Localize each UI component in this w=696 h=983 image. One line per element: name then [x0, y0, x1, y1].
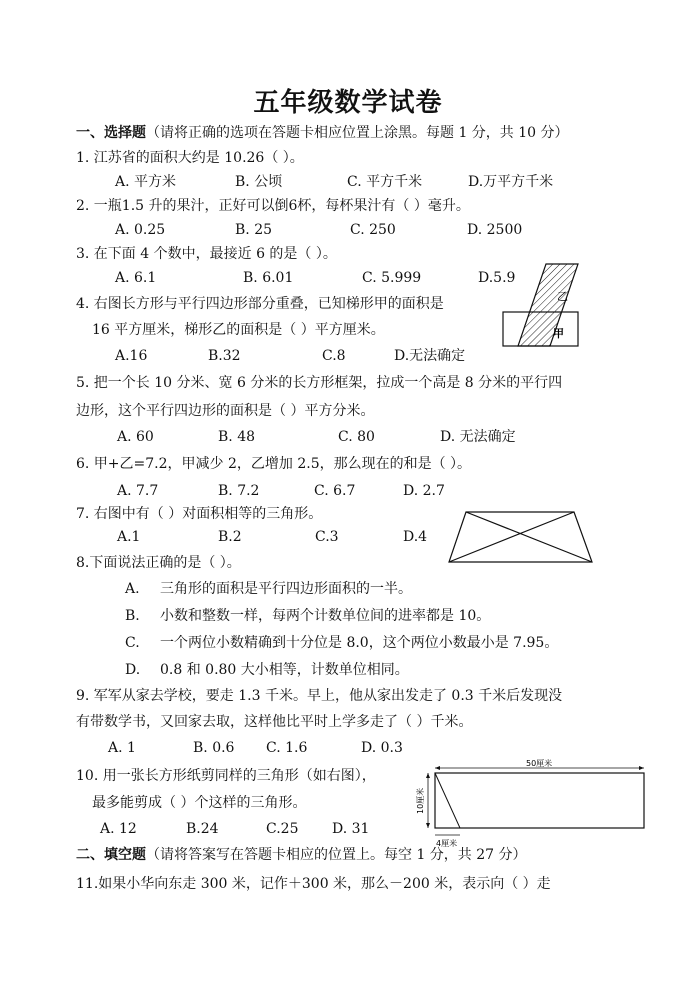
question-6: 6. 甲+乙=7.2，甲减少 2，乙增加 2.5，那么现在的和是（ ）。 [76, 456, 472, 472]
page-title: 五年级数学试卷 [253, 88, 443, 118]
q9-option-d: D. 0.3 [361, 740, 403, 756]
q7-trapezoid [449, 512, 592, 562]
q7-option-a: A.1 [117, 529, 141, 545]
q5-option-b: B. 48 [218, 429, 256, 445]
q7-option-b: B.2 [218, 529, 242, 545]
question-5-line-2: 边形，这个平行四边形的面积是（ ）平方分米。 [76, 403, 375, 419]
q6-option-c: C. 6.7 [314, 483, 356, 499]
section-1-note: （请将正确的选项在答题卡相应位置上涂黑。每题 1 分，共 10 分） [146, 125, 569, 141]
q8-option-a-letter: A. [125, 581, 140, 597]
section-1-heading-row [76, 123, 569, 143]
q2-option-d: D. 2500 [467, 222, 523, 238]
q2-option-a: A. 0.25 [115, 222, 166, 238]
question-2: 2. 一瓶1.5 升的果汁，正好可以倒6杯，每杯果汁有（ ）毫升。 [76, 198, 470, 214]
question-10-line-1: 10. 用一张长方形纸剪同样的三角形（如右图）， [76, 768, 376, 784]
question-9-line-2: 有带数学书，又回家去取，这样他比平时上学多走了（ ）千米。 [76, 714, 473, 730]
q2-option-b: B. 25 [235, 222, 273, 238]
q4-label-yi: 乙 [557, 290, 568, 303]
q10-option-a: A. 12 [100, 821, 137, 837]
q9-option-a: A. 1 [108, 740, 136, 756]
q10-figure [410, 756, 656, 850]
q4-option-b: B.32 [208, 348, 241, 364]
q10-base-label: 4厘米 [436, 839, 458, 848]
q4-label-jia: 甲 [553, 327, 564, 340]
q10-length-label: 50厘米 [526, 759, 553, 768]
q4-parallelogram [518, 264, 578, 346]
q8-option-d-letter: D. [125, 662, 141, 678]
q3-option-c: C. 5.999 [362, 270, 422, 286]
q6-option-d: D. 2.7 [403, 483, 445, 499]
q3-option-b: B. 6.01 [243, 270, 294, 286]
q4-figure [500, 260, 595, 350]
section-2-heading-row [76, 845, 527, 865]
q7-figure [446, 508, 596, 566]
q9-option-c: C. 1.6 [266, 740, 308, 756]
q6-option-a: A. 7.7 [117, 483, 159, 499]
q7-diagonal-2 [449, 512, 574, 562]
q3-option-a: A. 6.1 [115, 270, 157, 286]
q10-height-label: 10厘米 [416, 787, 425, 814]
question-8: 8.下面说法正确的是（ ）。 [76, 555, 241, 571]
question-4-line-1: 4. 右图长方形与平行四边形部分重叠，已知梯形甲的面积是 [76, 296, 444, 312]
q1-option-b: B. 公顷 [235, 174, 283, 190]
q4-option-d: D.无法确定 [394, 348, 466, 364]
section-1-heading: 一、选择题 [76, 125, 146, 141]
question-11: 11.如果小华向东走 300 米，记作＋300 米，那么－200 米，表示向（ ）走 [76, 876, 551, 892]
section-2-note: （请将答案写在答题卡相应的位置上。每空 1 分，共 27 分） [146, 847, 527, 863]
question-5-line-1: 5. 把一个长 10 分米、宽 6 分米的长方形框架，拉成一个高是 8 分米的平行四 [76, 375, 563, 391]
section-2-heading: 二、填空题 [76, 847, 146, 863]
q1-option-a: A. 平方米 [115, 174, 177, 190]
q1-option-d: D.万平方千米 [468, 174, 554, 190]
q8-option-c-letter: C. [125, 635, 140, 651]
q8-option-b-letter: B. [125, 608, 140, 624]
q10-option-d: D. 31 [332, 821, 370, 837]
q4-option-c: C.8 [322, 348, 346, 364]
q7-option-c: C.3 [315, 529, 339, 545]
q5-option-a: A. 60 [117, 429, 154, 445]
q6-option-b: B. 7.2 [218, 483, 260, 499]
q8-option-b-text: 小数和整数一样，每两个计数单位间的进率都是 10。 [160, 608, 491, 624]
question-4-line-2: 16 平方厘米，梯形乙的面积是（ ）平方厘米。 [92, 322, 385, 338]
q10-option-b: B.24 [186, 821, 219, 837]
q1-option-c: C. 平方千米 [347, 174, 423, 190]
q5-option-c: C. 80 [338, 429, 375, 445]
question-1: 1. 江苏省的面积大约是 10.26（ ）。 [76, 150, 304, 166]
q8-option-d-text: 0.8 和 0.80 大小相等，计数单位相同。 [160, 662, 409, 678]
q7-option-d: D.4 [403, 529, 428, 545]
q5-option-d: D. 无法确定 [440, 429, 516, 445]
q10-paper-rectangle [435, 773, 644, 828]
q10-triangle [435, 773, 460, 828]
question-9-line-1: 9. 军军从家去学校，要走 1.3 千米。早上，他从家出发走了 0.3 千米后发现没 [76, 688, 563, 704]
q3-option-d: D.5.9 [478, 270, 516, 286]
q4-option-a: A.16 [115, 348, 148, 364]
question-3: 3. 在下面 4 个数中，最接近 6 的是（ ）。 [76, 246, 337, 262]
q8-option-c-text: 一个两位小数精确到十分位是 8.0，这个两位小数最小是 7.95。 [160, 635, 559, 651]
question-10-line-2: 最多能剪成（ ）个这样的三角形。 [92, 795, 307, 811]
q10-option-c: C.25 [266, 821, 299, 837]
q2-option-c: C. 250 [350, 222, 396, 238]
q9-option-b: B. 0.6 [193, 740, 235, 756]
question-7: 7. 右图中有（ ）对面积相等的三角形。 [76, 506, 323, 522]
q7-diagonal-1 [466, 512, 592, 562]
q8-option-a-text: 三角形的面积是平行四边形面积的一半。 [160, 581, 412, 597]
